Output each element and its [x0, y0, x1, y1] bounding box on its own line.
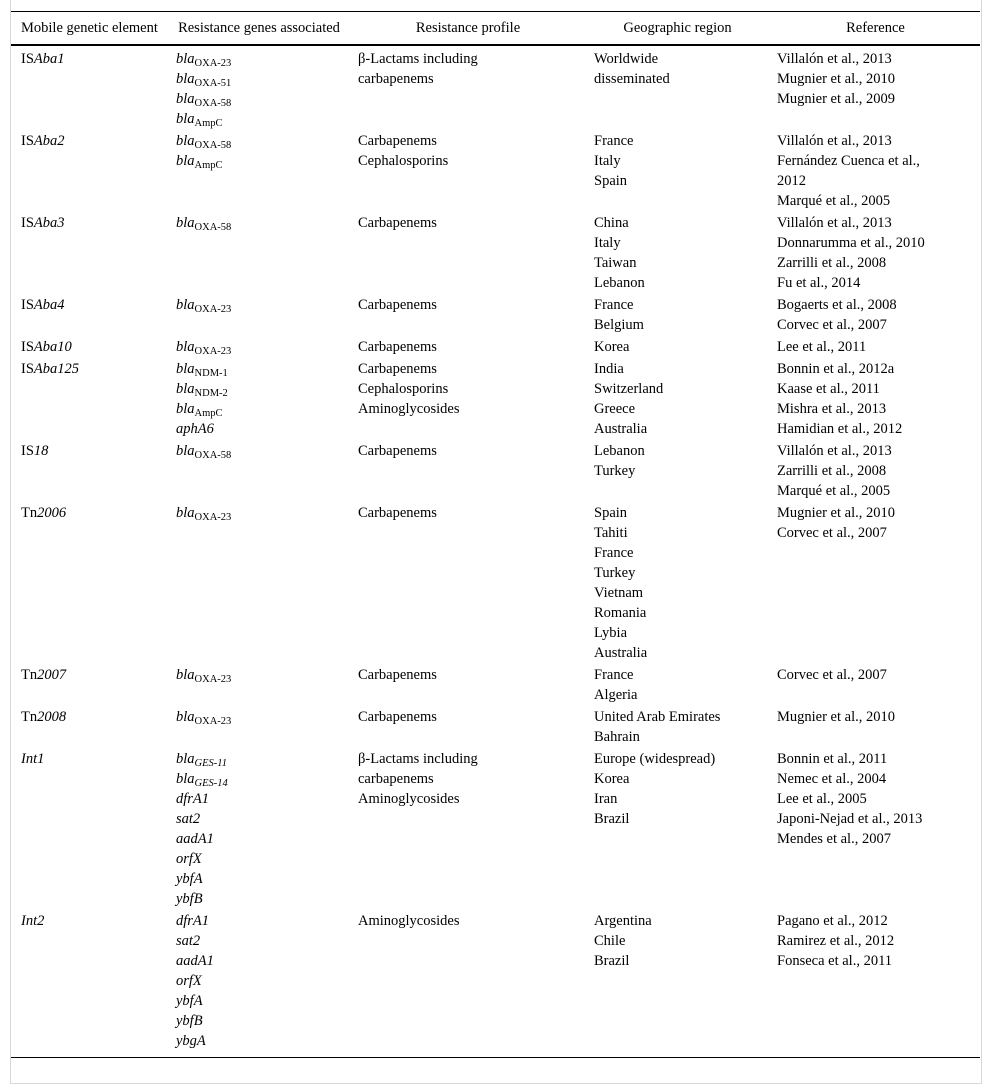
reference-line: Marqué et al., 2005: [777, 483, 891, 499]
gene-subscript: AmpC: [194, 160, 223, 171]
gene-name: [176, 131, 342, 151]
reference-line: Fu et al., 2014: [777, 275, 861, 291]
gene-base: bla: [176, 751, 195, 767]
gene-name: [176, 441, 342, 461]
gene-name: [176, 971, 342, 991]
region-line: Italy: [594, 235, 621, 251]
profile-line: Cephalosporins: [358, 381, 449, 397]
element-prefix: Tn: [21, 667, 38, 683]
element-name: Aba2: [33, 133, 65, 149]
element-cell: [11, 212, 166, 294]
region-cell: [584, 130, 767, 212]
element-cell: [11, 664, 166, 706]
element-name: 2007: [37, 667, 67, 683]
gene-name: [176, 89, 342, 109]
region-cell: [584, 336, 767, 358]
region-line: China: [594, 215, 629, 231]
reference-line: Villalón et al., 2013: [777, 51, 892, 67]
table-row: [11, 212, 980, 294]
table-row: [11, 336, 980, 358]
gene-subscript: AmpC: [194, 408, 223, 419]
genes-cell: [166, 748, 348, 910]
gene-subscript: OXA-23: [194, 716, 232, 727]
gene-subscript: OXA-58: [194, 222, 232, 233]
region-line: Australia: [594, 645, 648, 661]
profile-line: Aminoglycosides: [358, 913, 460, 929]
reference-line: Bonnin et al., 2011: [777, 751, 888, 767]
reference-line: Marqué et al., 2005: [777, 193, 891, 209]
region-line: France: [594, 297, 634, 313]
reference-cell: [767, 358, 980, 440]
gene-name: [176, 359, 342, 379]
element-cell: [11, 910, 166, 1058]
gene-name: [176, 503, 342, 523]
gene-subscript: GES-14: [194, 778, 228, 789]
reference-cell: [767, 706, 980, 748]
element-cell: [11, 440, 166, 502]
region-line: Belgium: [594, 317, 644, 333]
profile-cell: [348, 910, 584, 1058]
gene-base: ybfA: [176, 993, 203, 1009]
gene-subscript: GES-11: [194, 758, 227, 769]
reference-line: Bogaerts et al., 2008: [777, 297, 897, 313]
gene-name: [176, 749, 342, 769]
element-name: 2006: [37, 505, 67, 521]
gene-name: [176, 665, 342, 685]
gene-base: bla: [176, 401, 195, 417]
gene-base: aphA6: [176, 421, 214, 437]
gene-base: bla: [176, 505, 195, 521]
gene-base: orfX: [176, 973, 202, 989]
gene-subscript: OXA-23: [194, 304, 232, 315]
gene-name: [176, 789, 342, 809]
genes-cell: [166, 45, 348, 130]
reference-line: Villalón et al., 2013: [777, 215, 892, 231]
region-cell: [584, 358, 767, 440]
profile-cell: [348, 664, 584, 706]
element-cell: [11, 45, 166, 130]
gene-base: bla: [176, 381, 195, 397]
reference-line: Nemec et al., 2004: [777, 771, 887, 787]
element-name: Int1: [21, 751, 45, 767]
gene-base: bla: [176, 771, 195, 787]
region-line: Korea: [594, 771, 630, 787]
gene-name: [176, 769, 342, 789]
reference-line: Corvec et al., 2007: [777, 525, 887, 541]
profile-line: Carbapenems: [358, 709, 437, 725]
region-line: Romania: [594, 605, 647, 621]
reference-line: Fonseca et al., 2011: [777, 953, 893, 969]
region-line: United Arab Emirates: [594, 709, 721, 725]
profile-line: Carbapenems: [358, 505, 437, 521]
gene-name: [176, 707, 342, 727]
reference-line: Mishra et al., 2013: [777, 401, 887, 417]
gene-name: [176, 109, 342, 129]
reference-line: Mugnier et al., 2010: [777, 505, 895, 521]
profile-line: carbapenems: [358, 71, 434, 87]
reference-line: Hamidian et al., 2012: [777, 421, 903, 437]
region-cell: [584, 748, 767, 910]
profile-cell: [348, 502, 584, 664]
gene-base: ybfB: [176, 891, 203, 907]
reference-line: Donnarumma et al., 2010: [777, 235, 925, 251]
element-name: Aba3: [33, 215, 65, 231]
gene-base: bla: [176, 667, 195, 683]
gene-base: bla: [176, 133, 195, 149]
gene-subscript: AmpC: [194, 118, 223, 129]
gene-name: [176, 869, 342, 889]
gene-name: [176, 49, 342, 69]
reference-cell: [767, 45, 980, 130]
region-line: Iran: [594, 791, 618, 807]
element-name: Aba125: [33, 361, 80, 377]
reference-line: Japoni-Nejad et al., 2013: [777, 811, 923, 827]
genes-cell: [166, 440, 348, 502]
region-line: Taiwan: [594, 255, 637, 271]
reference-cell: [767, 910, 980, 1058]
header-resistance-genes: Resistance genes associated: [166, 12, 348, 46]
header-reference: Reference: [767, 12, 980, 46]
element-name: Aba1: [33, 51, 65, 67]
gene-name: [176, 399, 342, 419]
element-prefix: Tn: [21, 505, 38, 521]
gene-name: [176, 1011, 342, 1031]
gene-subscript: NDM-1: [194, 368, 228, 379]
region-line: Tahiti: [594, 525, 628, 541]
region-line: Brazil: [594, 811, 630, 827]
region-line: Australia: [594, 421, 648, 437]
table-header-row: [11, 12, 980, 46]
profile-cell: [348, 294, 584, 336]
region-cell: [584, 45, 767, 130]
table-row: [11, 910, 980, 1058]
region-line: Europe (widespread): [594, 751, 716, 767]
region-line: Worldwide: [594, 51, 659, 67]
genes-cell: [166, 130, 348, 212]
reference-line: Bonnin et al., 2012a: [777, 361, 895, 377]
gene-subscript: OXA-23: [194, 674, 232, 685]
region-line: France: [594, 133, 634, 149]
element-name: Aba10: [33, 339, 72, 355]
profile-cell: [348, 748, 584, 910]
gene-base: bla: [176, 709, 195, 725]
region-line: Lebanon: [594, 443, 645, 459]
gene-base: bla: [176, 71, 195, 87]
profile-line: carbapenems: [358, 771, 434, 787]
reference-line: Villalón et al., 2013: [777, 133, 892, 149]
region-line: disseminated: [594, 71, 670, 87]
table-row: [11, 440, 980, 502]
profile-line: Carbapenems: [358, 361, 437, 377]
element-name: Int2: [21, 913, 45, 929]
gene-subscript: OXA-58: [194, 140, 232, 151]
element-name: 18: [33, 443, 49, 459]
reference-line: Corvec et al., 2007: [777, 667, 887, 683]
gene-base: ybfA: [176, 871, 203, 887]
element-cell: [11, 130, 166, 212]
element-name: Aba4: [33, 297, 65, 313]
table-row: [11, 130, 980, 212]
table-body: [11, 45, 980, 1058]
profile-line: Carbapenems: [358, 443, 437, 459]
region-line: Argentina: [594, 913, 652, 929]
profile-line: Carbapenems: [358, 215, 437, 231]
gene-subscript: OXA-23: [194, 346, 232, 357]
region-cell: [584, 212, 767, 294]
region-line: France: [594, 545, 634, 561]
gene-base: bla: [176, 51, 195, 67]
reference-cell: [767, 294, 980, 336]
region-cell: [584, 502, 767, 664]
reference-cell: [767, 212, 980, 294]
region-line: Spain: [594, 173, 628, 189]
gene-name: [176, 295, 342, 315]
table-row: [11, 664, 980, 706]
gene-name: [176, 911, 342, 931]
gene-base: bla: [176, 91, 195, 107]
reference-line: Ramirez et al., 2012: [777, 933, 895, 949]
gene-base: ybgA: [176, 1033, 206, 1049]
gene-name: [176, 151, 342, 171]
table-row: [11, 502, 980, 664]
gene-base: bla: [176, 339, 195, 355]
header-geographic-region: Geographic region: [584, 12, 767, 46]
gene-base: sat2: [176, 811, 201, 827]
header-resistance-profile: Resistance profile: [348, 12, 584, 46]
gene-name: [176, 991, 342, 1011]
genes-cell: [166, 910, 348, 1058]
reference-cell: [767, 336, 980, 358]
gene-subscript: OXA-58: [194, 98, 232, 109]
gene-base: bla: [176, 153, 195, 169]
region-line: Lybia: [594, 625, 628, 641]
element-prefix: IS: [21, 133, 34, 149]
region-line: Turkey: [594, 463, 636, 479]
reference-line: Mendes et al., 2007: [777, 831, 891, 847]
table-row: [11, 748, 980, 910]
region-line: Spain: [594, 505, 628, 521]
region-line: Lebanon: [594, 275, 645, 291]
profile-cell: [348, 45, 584, 130]
gene-base: dfrA1: [176, 791, 210, 807]
profile-cell: [348, 706, 584, 748]
reference-line: 2012: [777, 173, 806, 189]
region-line: Brazil: [594, 953, 630, 969]
gene-base: ybfB: [176, 1013, 203, 1029]
region-line: Algeria: [594, 687, 638, 703]
gene-name: [176, 1031, 342, 1051]
region-line: India: [594, 361, 624, 377]
gene-subscript: OXA-23: [194, 58, 232, 69]
region-cell: [584, 294, 767, 336]
gene-name: [176, 931, 342, 951]
element-prefix: IS: [21, 51, 34, 67]
gene-name: [176, 419, 342, 439]
region-cell: [584, 910, 767, 1058]
table-row: [11, 294, 980, 336]
region-line: Switzerland: [594, 381, 664, 397]
element-name: 2008: [37, 709, 67, 725]
element-prefix: IS: [21, 361, 34, 377]
reference-line: Pagano et al., 2012: [777, 913, 888, 929]
genes-cell: [166, 336, 348, 358]
gene-base: bla: [176, 111, 195, 127]
genes-cell: [166, 358, 348, 440]
region-line: France: [594, 667, 634, 683]
genes-cell: [166, 706, 348, 748]
profile-line: Aminoglycosides: [358, 401, 460, 417]
reference-line: Corvec et al., 2007: [777, 317, 887, 333]
reference-line: Zarrilli et al., 2008: [777, 255, 887, 271]
reference-line: Zarrilli et al., 2008: [777, 463, 887, 479]
gene-name: [176, 849, 342, 869]
gene-base: bla: [176, 443, 195, 459]
genes-cell: [166, 502, 348, 664]
gene-base: aadA1: [176, 953, 214, 969]
table-row: [11, 358, 980, 440]
element-cell: [11, 358, 166, 440]
table-row: [11, 706, 980, 748]
region-line: Vietnam: [594, 585, 644, 601]
reference-line: Mugnier et al., 2009: [777, 91, 895, 107]
reference-line: Mugnier et al., 2010: [777, 71, 895, 87]
profile-line: Carbapenems: [358, 339, 437, 355]
gene-base: bla: [176, 297, 195, 313]
genes-cell: [166, 294, 348, 336]
profile-cell: [348, 440, 584, 502]
gene-name: [176, 69, 342, 89]
profile-line: Carbapenems: [358, 133, 437, 149]
reference-line: Kaase et al., 2011: [777, 381, 880, 397]
profile-line: Cephalosporins: [358, 153, 449, 169]
element-prefix: IS: [21, 443, 34, 459]
gene-subscript: NDM-2: [194, 388, 228, 399]
gene-name: [176, 889, 342, 909]
gene-base: sat2: [176, 933, 201, 949]
header-mobile-genetic-element: Mobile genetic element: [11, 12, 166, 46]
element-prefix: IS: [21, 215, 34, 231]
genes-cell: [166, 664, 348, 706]
profile-line: β-Lactams including: [358, 751, 478, 767]
element-cell: [11, 294, 166, 336]
element-cell: [11, 748, 166, 910]
gene-base: orfX: [176, 851, 202, 867]
profile-cell: [348, 336, 584, 358]
region-line: Turkey: [594, 565, 636, 581]
profile-line: Carbapenems: [358, 667, 437, 683]
reference-line: Lee et al., 2005: [777, 791, 867, 807]
gene-base: aadA1: [176, 831, 214, 847]
reference-cell: [767, 664, 980, 706]
region-cell: [584, 440, 767, 502]
gene-base: bla: [176, 215, 195, 231]
reference-line: Villalón et al., 2013: [777, 443, 892, 459]
gene-name: [176, 337, 342, 357]
gene-name: [176, 809, 342, 829]
gene-name: [176, 379, 342, 399]
gene-base: bla: [176, 361, 195, 377]
region-line: Korea: [594, 339, 630, 355]
region-line: Chile: [594, 933, 626, 949]
profile-line: Aminoglycosides: [358, 791, 460, 807]
profile-cell: [348, 358, 584, 440]
profile-line: Carbapenems: [358, 297, 437, 313]
reference-cell: [767, 502, 980, 664]
region-line: Italy: [594, 153, 621, 169]
reference-cell: [767, 130, 980, 212]
reference-line: Fernández Cuenca et al.,: [777, 153, 920, 169]
region-cell: [584, 664, 767, 706]
resistance-table: [11, 11, 980, 1058]
reference-line: Lee et al., 2011: [777, 339, 867, 355]
element-prefix: IS: [21, 339, 34, 355]
region-line: Bahrain: [594, 729, 640, 745]
profile-cell: [348, 130, 584, 212]
table-row: [11, 45, 980, 130]
region-cell: [584, 706, 767, 748]
gene-name: [176, 213, 342, 233]
element-prefix: IS: [21, 297, 34, 313]
profile-line: β-Lactams including: [358, 51, 478, 67]
reference-cell: [767, 440, 980, 502]
gene-base: dfrA1: [176, 913, 210, 929]
profile-cell: [348, 212, 584, 294]
gene-name: [176, 951, 342, 971]
genes-cell: [166, 212, 348, 294]
gene-name: [176, 829, 342, 849]
reference-cell: [767, 748, 980, 910]
gene-subscript: OXA-58: [194, 450, 232, 461]
gene-subscript: OXA-23: [194, 512, 232, 523]
element-cell: [11, 502, 166, 664]
element-prefix: Tn: [21, 709, 38, 725]
region-line: Greece: [594, 401, 636, 417]
element-cell: [11, 336, 166, 358]
reference-line: Mugnier et al., 2010: [777, 709, 895, 725]
gene-subscript: OXA-51: [194, 78, 232, 89]
element-cell: [11, 706, 166, 748]
